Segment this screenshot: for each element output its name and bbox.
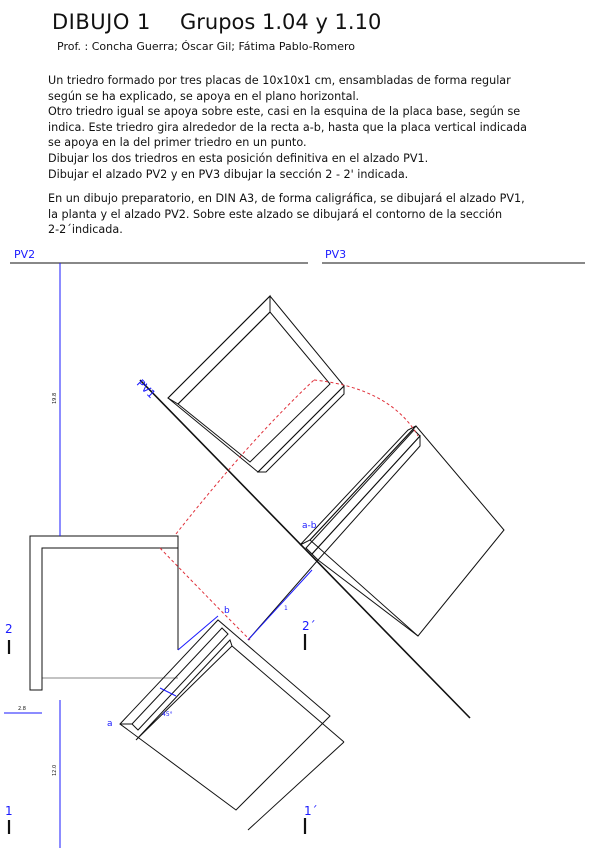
one-label: 1 — [284, 605, 288, 612]
section-1p-label: 1´ — [304, 804, 318, 818]
angle-label: 45° — [162, 711, 173, 718]
statement-line: según se ha explicado, se apoya en el plano horizontal. — [48, 89, 360, 103]
point-b-label: b — [224, 606, 230, 616]
statement-line: indica. Este triedro gira alrededor de la recta a-b, hasta que la placa vertical indicada — [48, 120, 527, 134]
lower-trihedron — [120, 620, 344, 830]
upper-trihedron — [168, 296, 344, 472]
page-title: DIBUJO 1 — [52, 10, 151, 34]
statement-line: Un triedro formado por tres placas de 10x10x1 cm, ensambladas de forma regular — [48, 74, 511, 87]
dimension-lines — [4, 263, 312, 848]
instruction-line: 2-2´indicada. — [48, 223, 123, 237]
statement-line: se apoya en la del primer triedro en un punto. — [48, 136, 307, 150]
dim-mid-label: 12.0 — [52, 764, 58, 776]
authors: Prof. : Concha Guerra; Óscar Gil; Fátima Pablo-Romero — [57, 40, 356, 53]
statement-line: Otro triedro igual se apoya sobre este, casi en la esquina de la placa base, según se — [48, 105, 521, 119]
dim-left-label: 2.8 — [18, 706, 26, 712]
instruction-line: En un dibujo preparatorio, en DIN A3, de forma caligráfica, se dibujará el alzado PV1, — [48, 192, 525, 205]
middle-trihedron — [300, 426, 504, 636]
dim-top-label: 19.8 — [52, 392, 58, 404]
plan-view — [30, 536, 178, 690]
section-1-label: 1 — [5, 804, 13, 818]
group-title: Grupos 1.04 y 1.10 — [180, 10, 382, 34]
ab-label: a-b — [302, 521, 317, 531]
statement-line: Dibujar los dos triedros en esta posición definitiva en el alzado PV1. — [48, 151, 429, 165]
pv2-label: PV2 — [14, 248, 36, 261]
statement-line: Dibujar el alzado PV2 y en PV3 dibujar la sección 2 - 2' indicada. — [48, 167, 409, 181]
pv3-label: PV3 — [325, 248, 347, 261]
section-2-label: 2 — [5, 622, 13, 636]
pv1-label: PV1 — [133, 376, 159, 402]
instruction-line: la planta y el alzado PV2. Sobre este alzado se dibujará el contorno de la sección — [48, 207, 503, 221]
section-markers — [9, 634, 305, 834]
point-a-label: a — [107, 719, 113, 729]
section-2p-label: 2´ — [302, 619, 316, 633]
